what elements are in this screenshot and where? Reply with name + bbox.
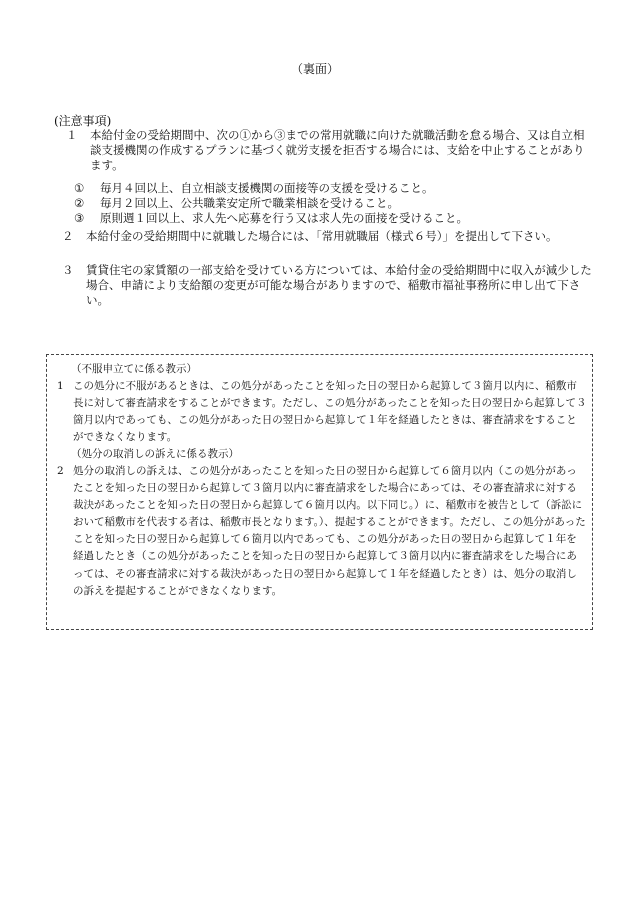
sub-item-text: 原則週１回以上、求人先へ応募を行う又は求人先の面接を受けること。: [100, 211, 468, 225]
notice-item-text: この処分に不服があるときは、この処分があったことを知った日の翌日から起算して３箇月以内に、稲敷市長に対して審査請求をすることができます。ただし、この処分があったことを知った日の翌日から起算して３箇月以内であっても、この処分があった日の翌日から起算して１年を経過したときは、審査請求をすることができなくなります。: [73, 380, 587, 444]
notice-item-number: 2: [57, 465, 64, 477]
sub-item-number: ③: [74, 211, 85, 225]
page-side-label: （裏面）: [290, 62, 339, 76]
sub-item-1: [74, 181, 434, 196]
appeal-notice-title: （不服申立てに係る教示）: [71, 363, 197, 375]
note-text: 本給付金の受給期間中、次の①から③までの常用就職に向けた就職活動を怠る場合、又は自立相談支援機関の作成するプランに基づく就労支援を拒否する場合には、支給を中止することがあります。: [90, 128, 585, 173]
note-number: ２: [62, 229, 74, 243]
sub-item-number: ②: [74, 196, 85, 210]
note-item-3: [62, 263, 592, 309]
note-text: 本給付金の受給期間中に就職した場合には、「常用就職届（様式６号）」を提出して下さい。: [86, 229, 558, 243]
sub-item-3: [74, 211, 468, 226]
note-item-1: [66, 128, 592, 174]
sub-item-2: [74, 196, 399, 211]
note-text: 賃貸住宅の家賃額の一部支給を受けている方については、本給付金の受給期間中に収入が減少した場合、申請により支給額の変更が可能な場合がありますので、稲敷市福祉事務所に申し出て下さい。: [86, 263, 592, 308]
note-number: ３: [62, 263, 74, 277]
sub-item-text: 毎月２回以上、公共職業安定所で職業相談を受けること。: [100, 196, 399, 210]
appeal-notice-item: [57, 378, 587, 446]
lawsuit-notice-item: [57, 463, 587, 600]
sub-item-text: 毎月４回以上、自立相談支援機関の面接等の支援を受けること。: [100, 181, 434, 195]
appeal-notice-box: [46, 354, 593, 630]
note-item-2: [62, 229, 592, 244]
notes-heading: (注意事項): [54, 114, 112, 128]
sub-item-number: ①: [74, 181, 85, 195]
notice-item-number: 1: [57, 380, 64, 392]
note-number: １: [66, 128, 78, 142]
lawsuit-notice-title: （処分の取消しの訴えに係る教示）: [71, 448, 239, 460]
notice-item-text: 処分の取消しの訴えは、この処分があったことを知った日の翌日から起算して６箇月以内（この処分があったことを知った日の翌日から起算して３箇月以内に審査請求をした場合にあっては、その審査請求に対する裁決があったことを知った日の翌日から起算して６箇月以内。以下同じ。）に、稲敷市を被告として（訴訟において稲敷市を代表する者は、稲敷市長となります。）、提起することができます。ただし、この処分があったことを知った日の翌日から起算して６箇月以内であっても、この処分があった日の翌日から起算して１年を経過したとき（この処分があったことを知った日の翌日から起算して３箇月以内に審査請求をした場合にあっては、その審査請求に対する裁決があった日の翌日から起算して１年を経過したとき）は、処分の取消しの訴えを提起することができなくなります。: [73, 465, 586, 597]
